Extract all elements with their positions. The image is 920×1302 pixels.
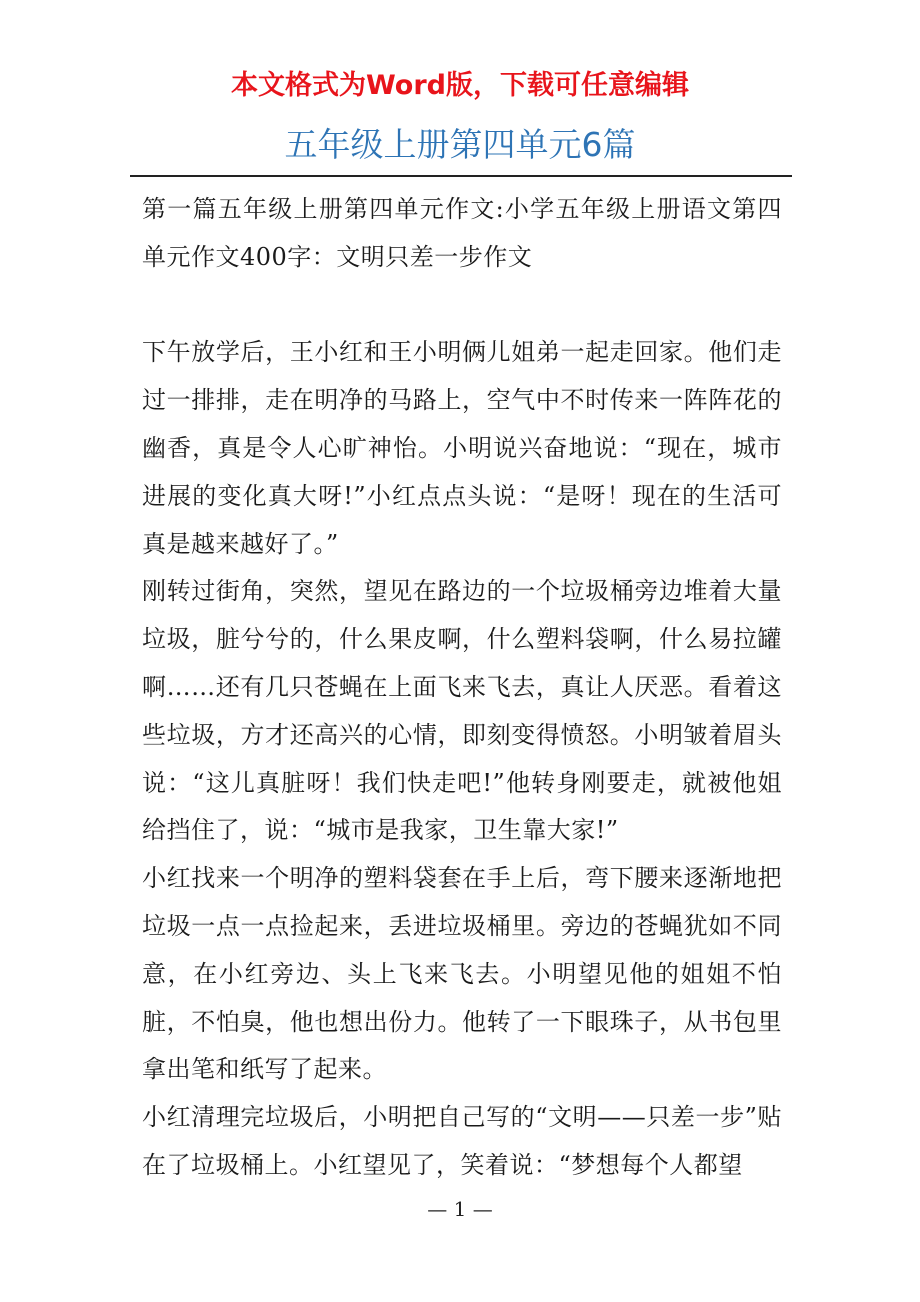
document-body <box>142 186 782 1190</box>
document-title: 五年级上册第四单元6篇 <box>284 125 636 164</box>
paragraph-1: 下午放学后，王小红和王小明俩儿姐弟一起走回家。他们走过一排排，走在明净的马路上，空气中不时传来一阵阵花的幽香，真是令人心旷神怡。小明说兴奋地说：“现在，城市进展的变化真大呀!”小红点点头说：“是呀！现在的生活可真是越来越好了。” <box>142 338 782 558</box>
page-number: — 1 — <box>427 1197 493 1221</box>
paragraph-4: 小红清理完垃圾后，小明把自己写的“文明——只差一步”贴在了垃圾桶上。小红望见了，笑着说：“梦想每个人都望 <box>142 1103 782 1179</box>
title-divider <box>130 175 792 177</box>
format-notice-banner: 本文格式为Word版，下载可任意编辑 <box>230 70 689 101</box>
paragraph-3: 小红找来一个明净的塑料袋套在手上后，弯下腰来逐渐地把垃圾一点一点捡起来，丢进垃圾桶里。旁边的苍蝇犹如不同意，在小红旁边、头上飞来飞去。小明望见他的姐姐不怕脏，不怕臭，他也想出份力。他转了一下眼珠子，从书包里拿出笔和纸写了起来。 <box>142 864 782 1084</box>
paragraph-2: 刚转过街角，突然，望见在路边的一个垃圾桶旁边堆着大量垃圾，脏兮兮的，什么果皮啊，什么塑料袋啊，什么易拉罐啊……还有几只苍蝇在上面飞来飞去，真让人厌恶。看着这些垃圾，方才还高兴的心情，即刻变得愤怒。小明皱着眉头说：“这儿真脏呀！我们快走吧!”他转身刚要走，就被他姐给挡住了，说：“城市是我家，卫生靠大家!” <box>142 577 782 845</box>
article-heading: 第一篇五年级上册第四单元作文:小学五年级上册语文第四单元作文400字：文明只差一步作文 <box>142 195 782 271</box>
blank-line <box>142 282 782 330</box>
